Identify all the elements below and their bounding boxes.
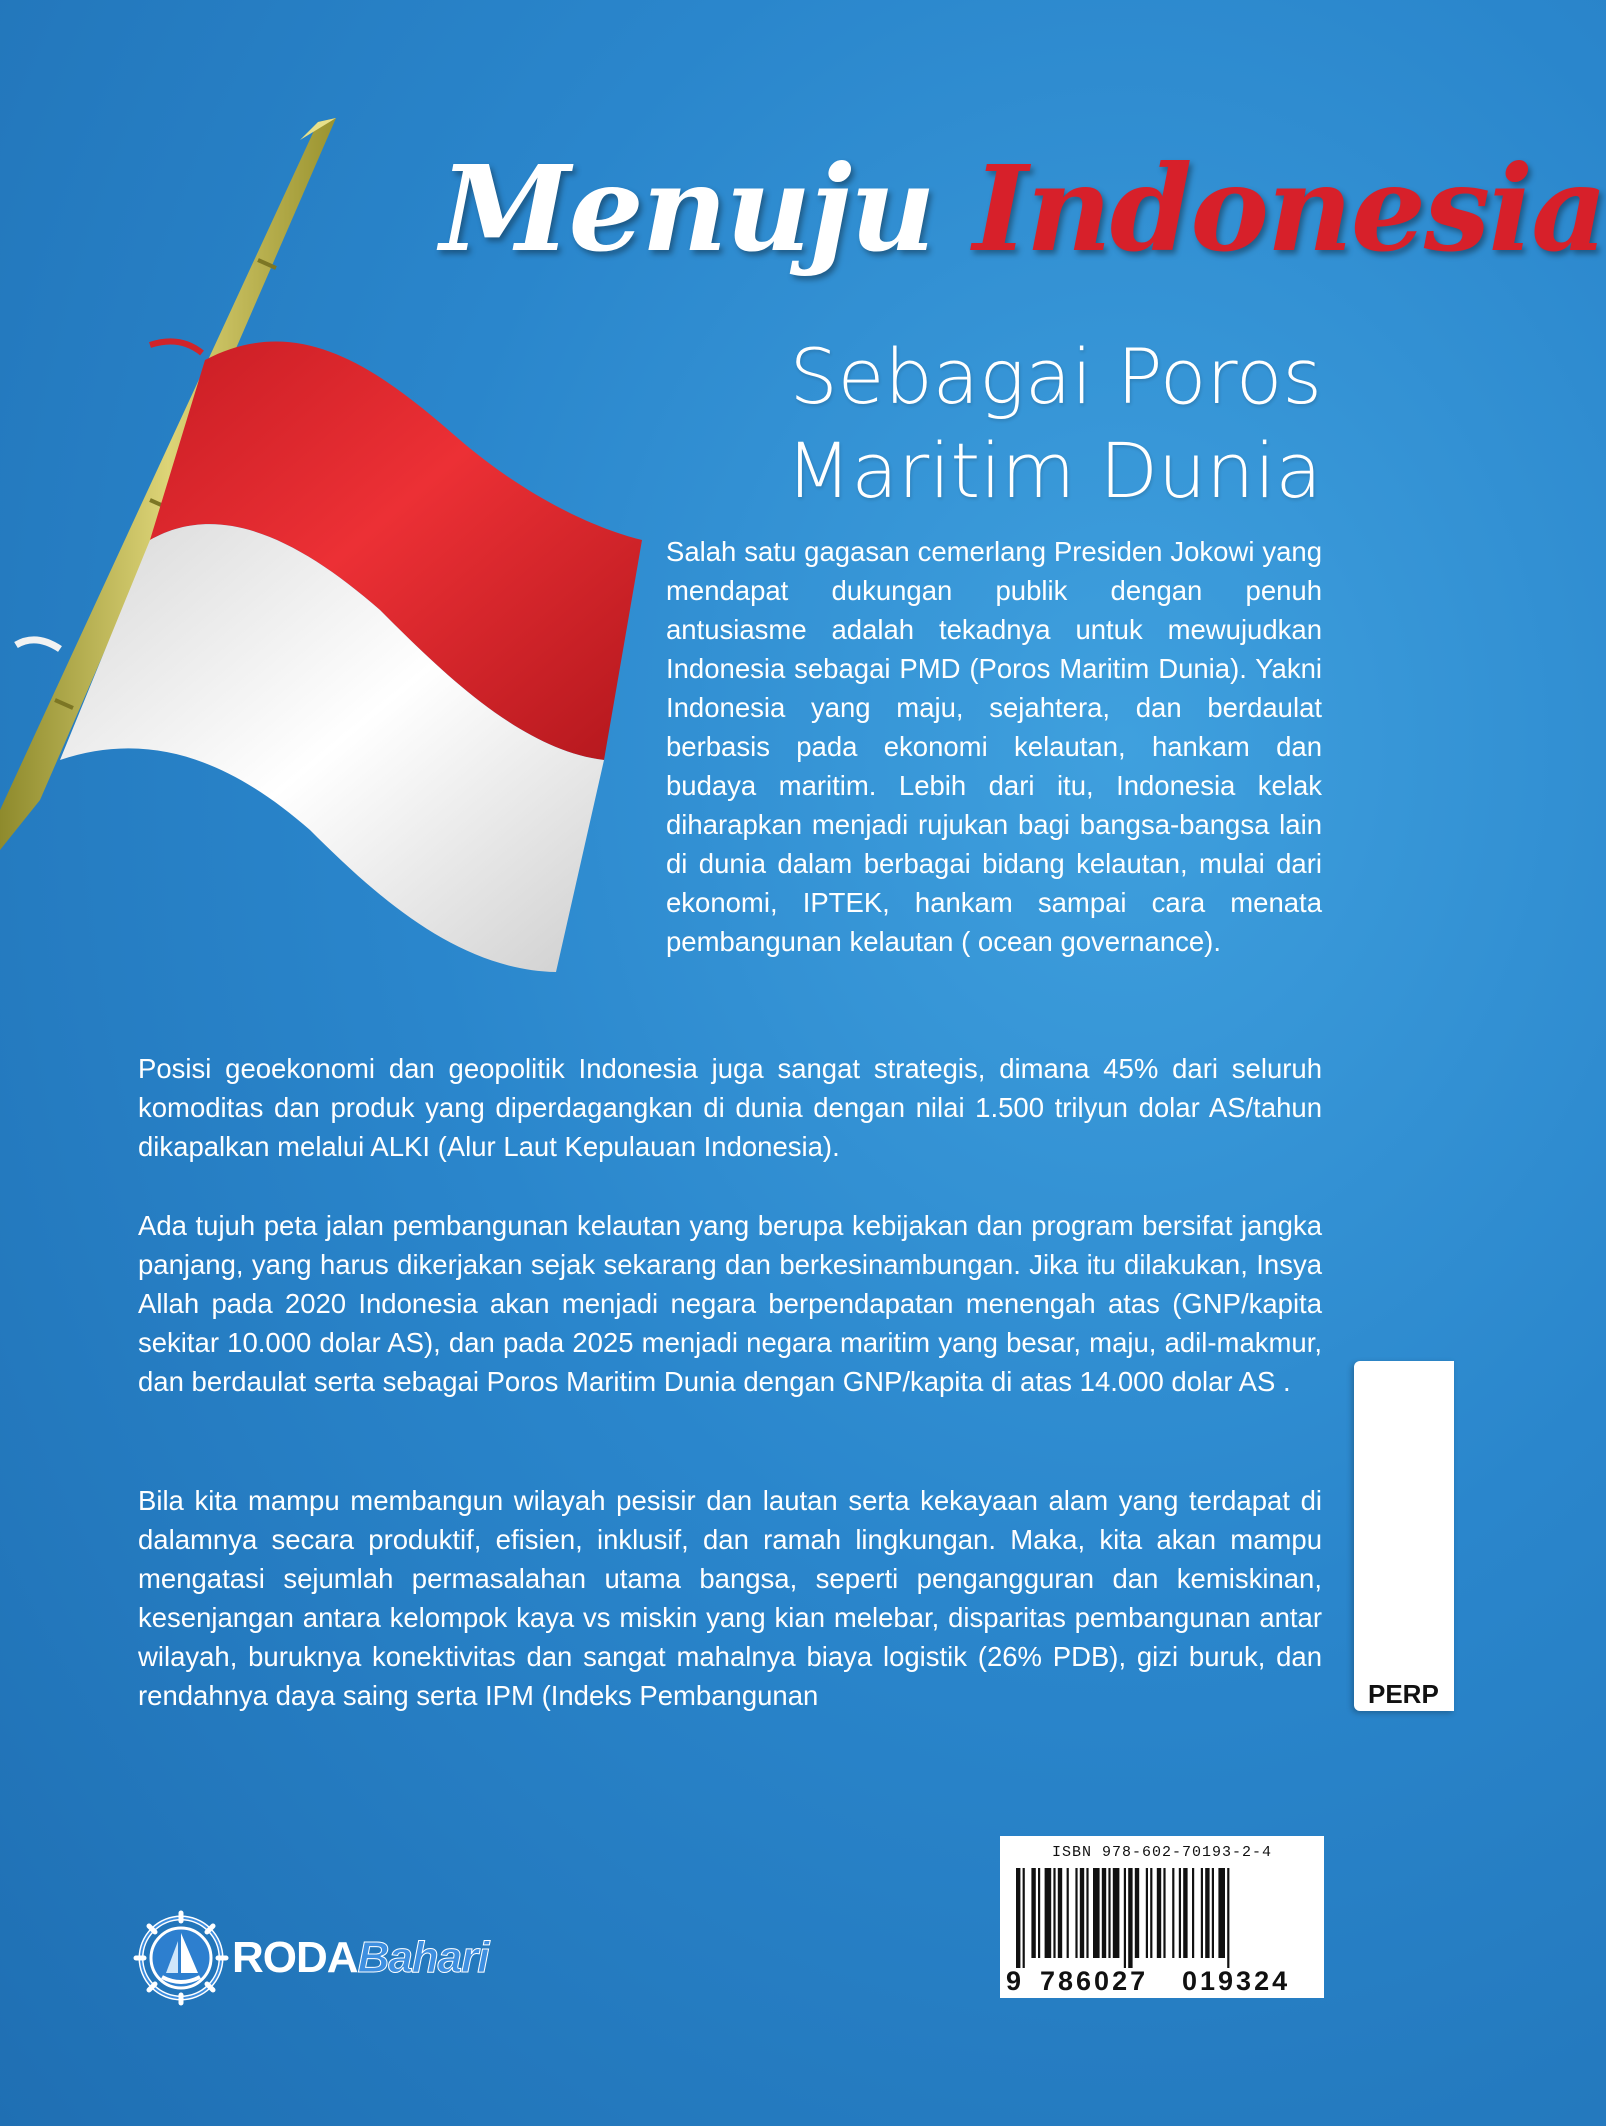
barcode-bar bbox=[1067, 1868, 1069, 1958]
barcode-bar bbox=[1080, 1868, 1084, 1958]
sticker-label: PERP bbox=[1368, 1679, 1439, 1709]
subtitle-line-2: Maritim Dunia bbox=[785, 426, 1322, 515]
barcode-digits-right: 019324 bbox=[1182, 1966, 1291, 1996]
barcode-bar bbox=[1113, 1868, 1120, 1958]
barcode-bar bbox=[1163, 1868, 1165, 1958]
publisher-name-roda: RODA bbox=[232, 1933, 358, 1982]
isbn-barcode bbox=[1000, 1836, 1324, 1998]
barcode-bar bbox=[1179, 1868, 1181, 1958]
barcode-bar bbox=[1218, 1868, 1225, 1958]
barcode-bar bbox=[1093, 1868, 1100, 1958]
book-title bbox=[440, 139, 1606, 278]
barcode-bar bbox=[1205, 1868, 1209, 1958]
barcode-bar bbox=[1086, 1868, 1088, 1958]
barcode-bar bbox=[1031, 1868, 1035, 1958]
barcode-bar bbox=[1192, 1868, 1194, 1958]
barcode-bar bbox=[1124, 1868, 1126, 1968]
barcode-bar bbox=[1128, 1868, 1132, 1968]
barcode-bar bbox=[1172, 1868, 1174, 1958]
barcode-bar bbox=[1108, 1868, 1110, 1958]
barcode-digits bbox=[1000, 1966, 1324, 1996]
barcode-bar bbox=[1016, 1868, 1020, 1968]
barcode-bar bbox=[1212, 1868, 1214, 1958]
barcode-bar bbox=[1146, 1868, 1148, 1958]
barcode-bar bbox=[1075, 1868, 1077, 1958]
ship-wheel-icon bbox=[134, 1911, 228, 2005]
barcode-bar bbox=[1135, 1868, 1139, 1958]
barcode-bar bbox=[1023, 1868, 1025, 1968]
barcode-digits-left: 786027 bbox=[1040, 1966, 1149, 1996]
barcode-bar bbox=[1045, 1868, 1052, 1958]
barcode-bar bbox=[1157, 1868, 1161, 1958]
publisher-name-bahari: Bahari bbox=[357, 1933, 489, 1982]
body-paragraph-1: Posisi geoekonomi dan geopolitik Indonesia juga sangat strategis, dimana 45% dari seluruh komoditas dan produk yang diperdagangkan di dunia dengan nilai 1.500 trilyun dolar AS/tahun dikapalkan melalui ALKI (Alur Laut Kepulauan Indonesia). bbox=[138, 1053, 1322, 1162]
barcode-bar bbox=[1150, 1868, 1152, 1958]
barcode-bar bbox=[1227, 1868, 1229, 1968]
barcode-bar bbox=[1053, 1868, 1055, 1958]
subtitle-line-1: Sebagai Poros bbox=[789, 332, 1322, 421]
barcode-bar bbox=[1038, 1868, 1040, 1958]
title-word-menuju: Menuju bbox=[440, 139, 934, 278]
barcode-bar bbox=[1201, 1868, 1203, 1958]
title-word-indonesia: Indonesia bbox=[972, 139, 1606, 278]
publisher-logo bbox=[134, 1908, 489, 2008]
intro-paragraph: Salah satu gagasan cemerlang Presiden Jokowi yang mendapat dukungan publik dengan penuh antusiasme adalah tekadnya untuk mewujudkan Indonesia sebagai PMD (Poros Maritim Dunia). Yakni Indonesia yang maju, sejahtera, dan berdaulat berbasis pada ekonomi kelautan, hankam dan budaya maritim. Lebih dari itu, Indonesia kelak diharapkan menjadi rujukan bagi bangsa-bangsa lain di dunia dalam berbagai bidang kelautan, mulai dari ekonomi, IPTEK, hankam sampai cara menata pembangunan kelautan ( ocean governance). bbox=[666, 536, 1322, 957]
body-paragraph-3: Bila kita mampu membangun wilayah pesisir dan lautan serta kekayaan alam yang terdapat di dalamnya secara produktif, efisien, inklusif, dan ramah lingkungan. Maka, kita akan mampu mengatasi sejumlah permasalahan utama bangsa, seperti pengangguran dan kemiskinan, kesenjangan antara kelompok kaya vs miskin yang kian melebar, disparitas pembangunan antar wilayah, buruknya konektivitas dan sangat mahalnya biaya logistik (26% PDB), gizi buruk, dan rendahnya daya saing serta IPM (Indeks Pembangunan bbox=[138, 1485, 1322, 1711]
book-subtitle bbox=[786, 330, 1322, 518]
barcode-bars bbox=[1016, 1868, 1312, 1968]
barcode-digit-first: 9 bbox=[1006, 1966, 1022, 1996]
barcode-bar bbox=[1058, 1868, 1062, 1958]
body-paragraph-2: Ada tujuh peta jalan pembangunan kelautan yang berupa kebijakan dan program bersifat jangka panjang, yang harus dikerjakan sejak sekarang dan berkesinambungan. Jika itu dilakukan, Insya Allah pada 2020 Indonesia akan menjadi negara berpendapatan menengah atas (GNP/kapita sekitar 10.000 dolar AS), dan pada 2025 menjadi negara maritim yang besar, maju, adil-makmur, dan berdaulat serta sebagai Poros Maritim Dunia dengan GNP/kapita di atas 14.000 dolar AS . bbox=[138, 1210, 1322, 1397]
barcode-bar bbox=[1183, 1868, 1187, 1958]
isbn-number: ISBN 978-602-70193-2-4 bbox=[1051, 1844, 1273, 1861]
library-sticker bbox=[1354, 1361, 1454, 1711]
barcode-bar bbox=[1102, 1868, 1106, 1958]
